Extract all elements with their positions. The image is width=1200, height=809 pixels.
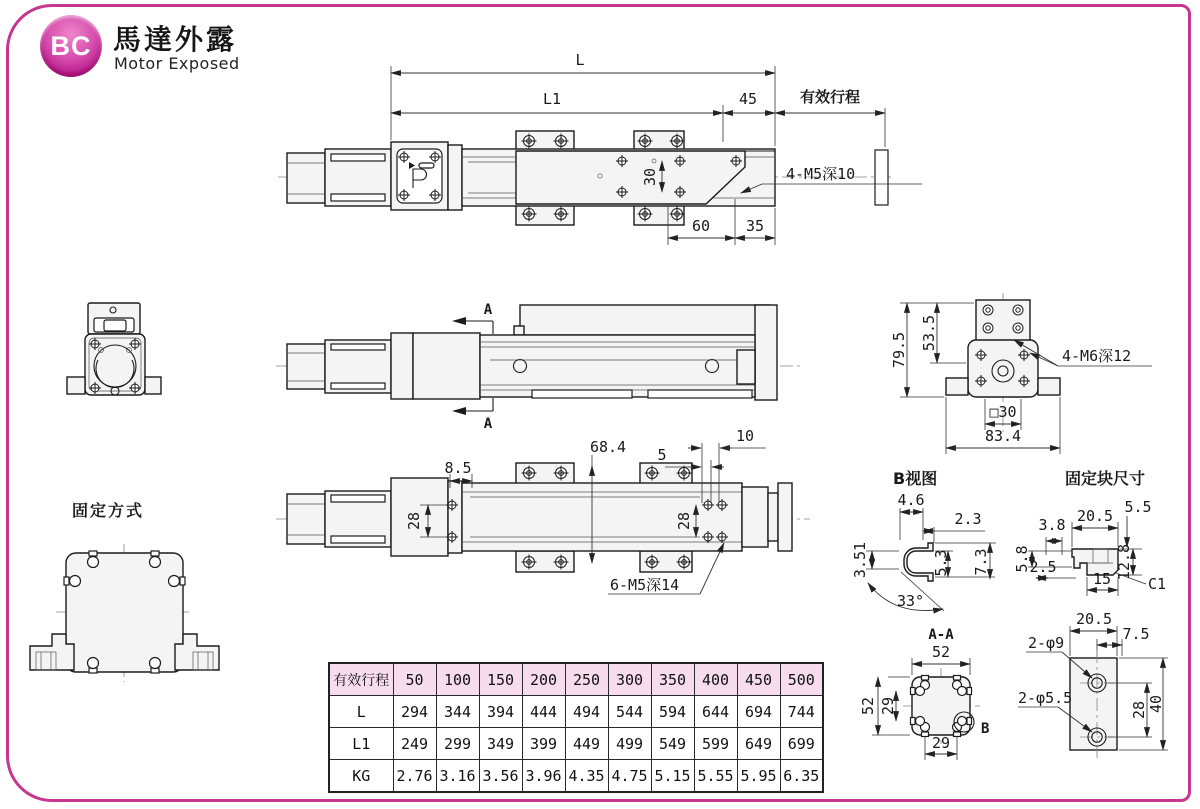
dim-7-5: 7.5 <box>1122 625 1150 643</box>
right-end-view <box>890 293 1152 454</box>
callout-C1: C1 <box>1148 575 1167 593</box>
dim-10: 10 <box>735 427 755 445</box>
dim-35: 35 <box>745 217 765 235</box>
clamp-block-view <box>1013 469 1166 596</box>
dim-20-5-block: 20.5 <box>1076 507 1114 525</box>
table-header-value: 150 <box>479 663 522 696</box>
cell: 3.16 <box>436 760 479 793</box>
cell: 3.56 <box>479 760 522 793</box>
cell: 649 <box>737 728 780 760</box>
dim-52-top: 52 <box>931 643 951 661</box>
cell: 294 <box>393 696 436 728</box>
table-row-L <box>329 696 823 728</box>
section-arrow-a-bottom: A <box>483 416 493 432</box>
dim-15: 15 <box>1092 570 1112 588</box>
dim-3-51: 3.51 <box>851 541 869 579</box>
dim-79-5: 79.5 <box>890 331 908 369</box>
dim-52-left: 52 <box>859 696 877 716</box>
cell: 544 <box>608 696 651 728</box>
bottom-plan-view <box>276 427 810 594</box>
aa-title: A-A <box>928 627 954 643</box>
dim-20-5-plate: 20.5 <box>1075 610 1113 628</box>
cell: 744 <box>780 696 823 728</box>
cell: 444 <box>522 696 565 728</box>
fixing-title: 固定方式 <box>72 501 145 520</box>
row-label: L1 <box>329 728 393 760</box>
table-header-value: 300 <box>608 663 651 696</box>
cell: 499 <box>608 728 651 760</box>
table-header-value: 200 <box>522 663 565 696</box>
b-callout-label: B <box>981 721 990 737</box>
table-row-L1 <box>329 728 823 760</box>
dim-53-5: 53.5 <box>920 314 938 352</box>
mounting-plate-view <box>1018 610 1168 758</box>
cell: 2.76 <box>393 760 436 793</box>
callout-6-M5: 6-M5深14 <box>610 576 680 594</box>
row-label: L <box>329 696 393 728</box>
dim-2-5: 2.5 <box>1029 558 1057 576</box>
table-header-value: 350 <box>651 663 694 696</box>
dim-60: 60 <box>691 217 711 235</box>
callout-4-M6: 4-M6深12 <box>1062 347 1132 365</box>
cell: 699 <box>780 728 823 760</box>
dim-45: 45 <box>738 90 758 108</box>
cell: 549 <box>651 728 694 760</box>
table-header-value: 450 <box>737 663 780 696</box>
block-title: 固定块尺寸 <box>1065 469 1146 488</box>
cell: 249 <box>393 728 436 760</box>
section-aa-view <box>859 627 989 760</box>
table-header-value: 400 <box>694 663 737 696</box>
callout-4-M5: 4-M5深10 <box>786 165 856 183</box>
dim-68-4: 68.4 <box>589 438 627 456</box>
fixing-profile-view <box>30 501 219 682</box>
dim-12-8: 12.8 <box>1115 543 1133 581</box>
row-label: KG <box>329 760 393 793</box>
dim-29-left: 29 <box>879 696 897 716</box>
b-detail-view <box>851 469 996 611</box>
cell: 594 <box>651 696 694 728</box>
dim-effective-stroke: 有效行程 <box>799 88 861 106</box>
dim-sq30: □30 <box>989 403 1017 421</box>
table-header-value: 100 <box>436 663 479 696</box>
callout-2-d9: 2-φ9 <box>1028 634 1065 652</box>
cell: 449 <box>565 728 608 760</box>
cell: 5.95 <box>737 760 780 793</box>
cell: 4.35 <box>565 760 608 793</box>
callout-2-d5-5: 2-φ5.5 <box>1018 689 1073 707</box>
cell: 6.35 <box>780 760 823 793</box>
dim-angle-33: 33° <box>897 592 925 610</box>
dim-5-3: 5.3 <box>932 549 950 577</box>
dim-3-8: 3.8 <box>1038 516 1066 534</box>
cell: 5.15 <box>651 760 694 793</box>
table-header-value: 500 <box>780 663 823 696</box>
dim-83-4: 83.4 <box>984 427 1022 445</box>
cell: 694 <box>737 696 780 728</box>
table-header-value: 50 <box>393 663 436 696</box>
section-arrow-a-top: A <box>483 302 493 318</box>
dim-28-left: 28 <box>405 511 423 531</box>
cell: 299 <box>436 728 479 760</box>
page-title: 馬達外露 <box>113 23 238 56</box>
table-header-stroke: 有效行程 <box>329 663 393 696</box>
table-header-value: 250 <box>565 663 608 696</box>
dim-8-5: 8.5 <box>444 459 472 477</box>
cell: 394 <box>479 696 522 728</box>
cell: 3.96 <box>522 760 565 793</box>
cell: 599 <box>694 728 737 760</box>
dim-28-plate: 28 <box>1130 700 1148 720</box>
dim-5-5: 5.5 <box>1124 498 1152 516</box>
table-header-row <box>329 663 823 696</box>
cell: 349 <box>479 728 522 760</box>
dim-L: L <box>575 51 585 69</box>
cell: 644 <box>694 696 737 728</box>
dim-7-3: 7.3 <box>972 548 990 576</box>
stroke-dimension-table <box>328 662 824 793</box>
dim-40: 40 <box>1147 694 1165 714</box>
dim-30: 30 <box>641 167 659 187</box>
cell: 494 <box>565 696 608 728</box>
page-subtitle: Motor Exposed <box>114 54 240 73</box>
table-row-KG <box>329 760 823 793</box>
dim-5: 5 <box>657 446 667 464</box>
top-plan-view <box>278 51 922 245</box>
side-view <box>276 302 800 432</box>
dim-29-bottom: 29 <box>931 734 951 752</box>
cell: 5.55 <box>694 760 737 793</box>
dim-28-right: 28 <box>675 511 693 531</box>
b-view-title: B视图 <box>893 469 938 488</box>
motor-end-view <box>67 303 161 395</box>
cell: 344 <box>436 696 479 728</box>
dim-L1: L1 <box>542 90 562 108</box>
dim-4-6: 4.6 <box>897 491 925 509</box>
cell: 4.75 <box>608 760 651 793</box>
dim-2-3: 2.3 <box>954 510 982 528</box>
cell: 399 <box>522 728 565 760</box>
dim-5-8: 5.8 <box>1013 545 1031 573</box>
series-badge: BC <box>40 15 102 77</box>
